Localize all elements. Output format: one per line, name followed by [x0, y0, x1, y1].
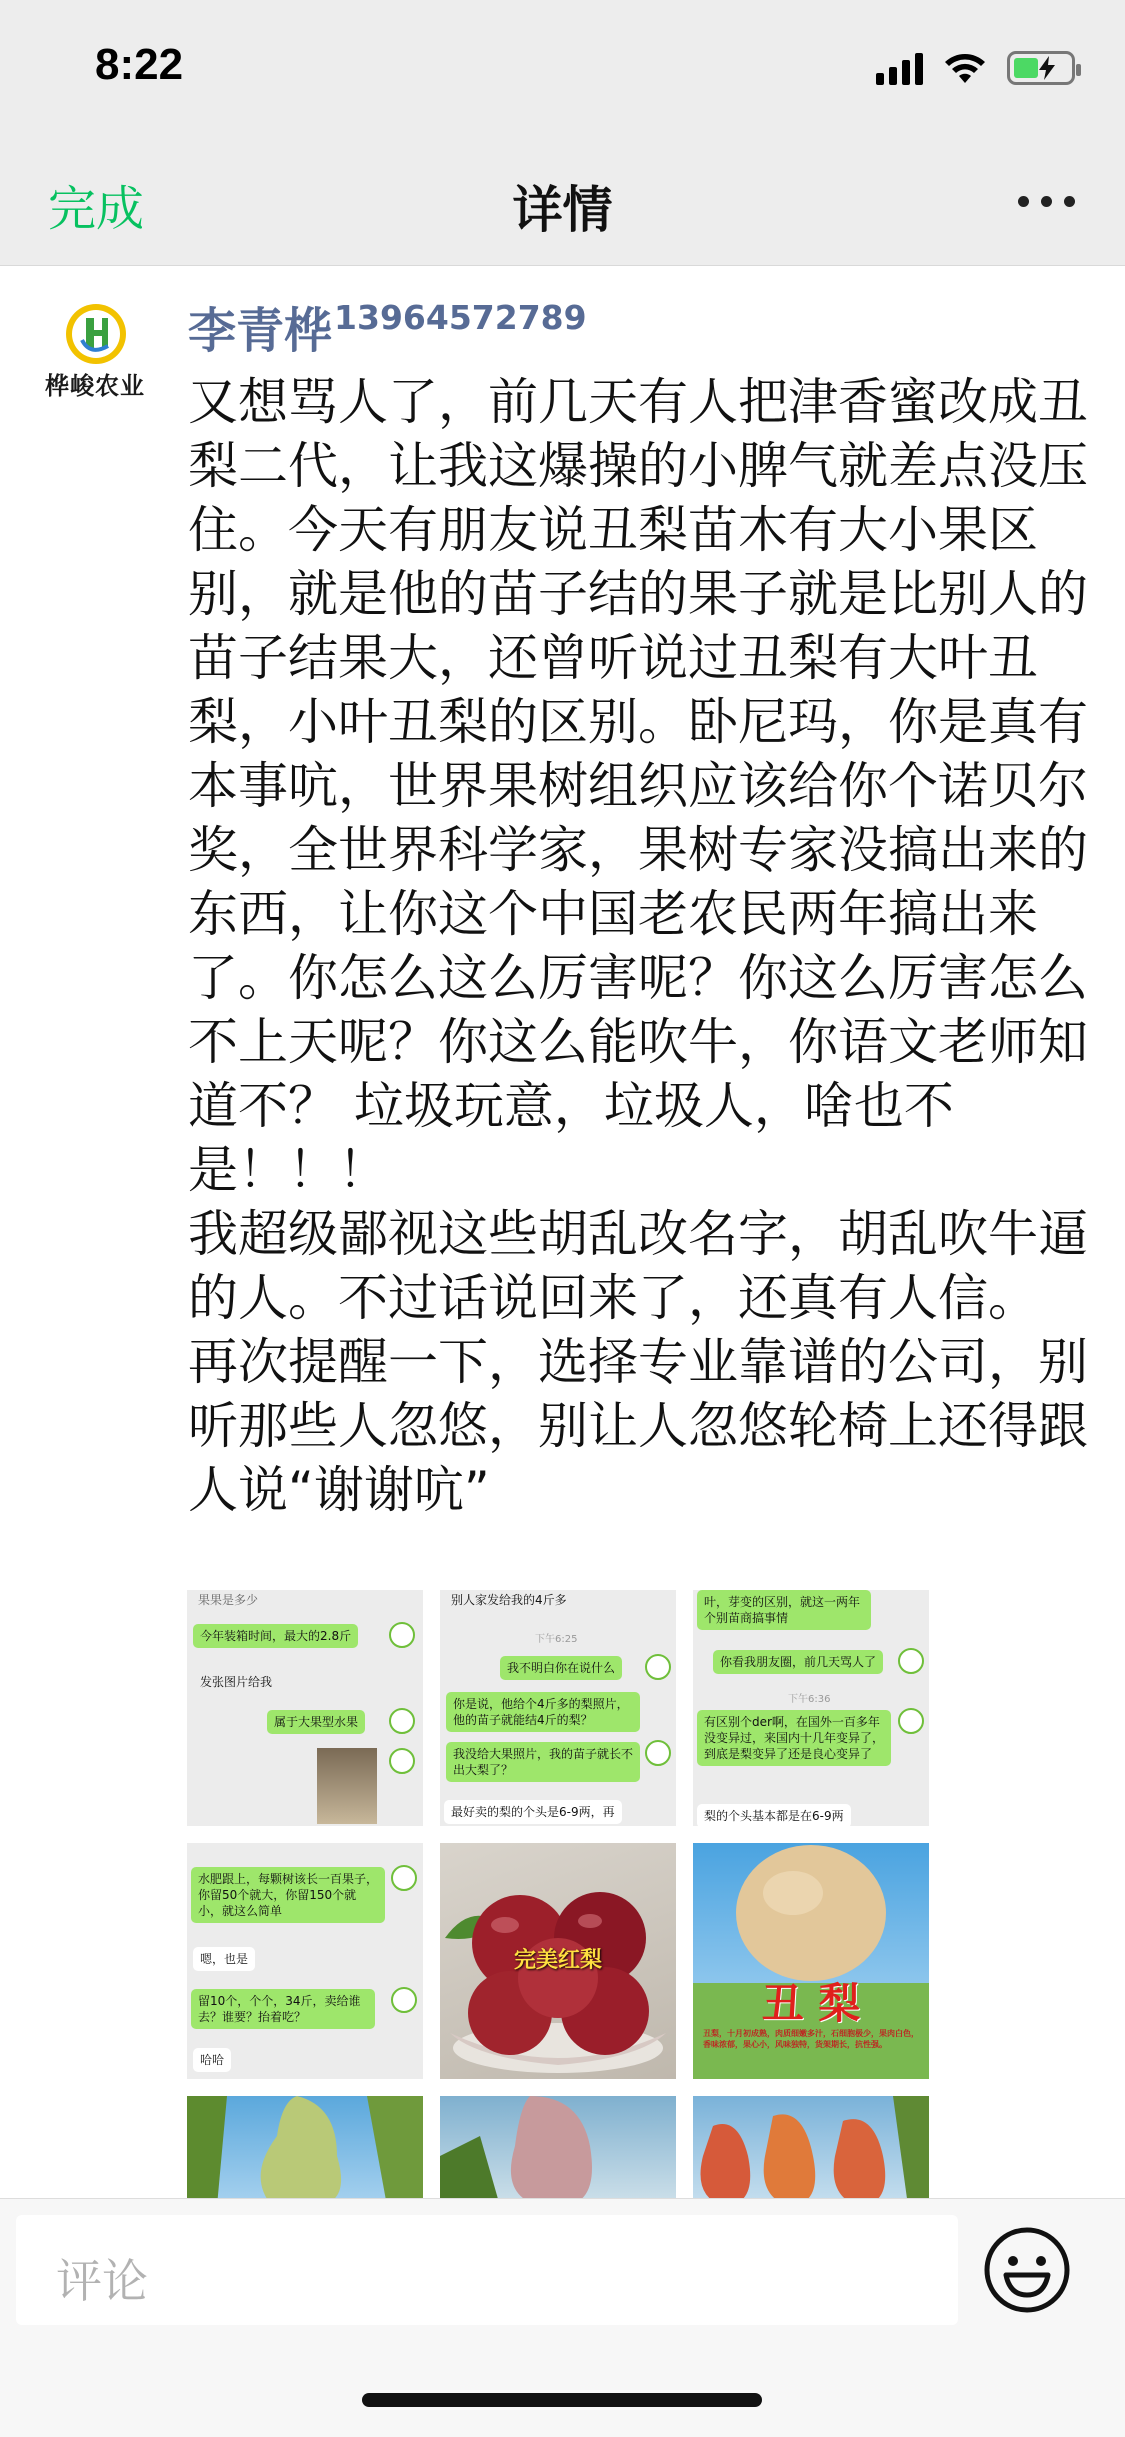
status-time: 8:22 [95, 40, 184, 89]
chat-bubble: 属于大果型水果 [267, 1710, 365, 1734]
page-title: 详情 [512, 181, 613, 239]
status-icons [876, 48, 1075, 88]
chat-avatar-icon [898, 1708, 924, 1734]
more-icon[interactable] [1018, 196, 1075, 207]
author-phone: 13964572789 [334, 298, 587, 337]
pear-photo [187, 2096, 423, 2206]
chat-avatar-icon [391, 1987, 417, 2013]
home-indicator[interactable] [362, 2393, 762, 2407]
image-title: 丑 梨 [761, 1979, 861, 2028]
chat-bubble: 我不明白你在说什么 [500, 1656, 622, 1680]
post-image[interactable] [693, 1590, 929, 1826]
image-description: 丑梨，十月初成熟，肉质细嫩多汁，石细胞极少，果肉白色，香味浓郁，果心小，风味独特，货架期长，抗性强。 [703, 2029, 919, 2049]
author-name: 李青桦 [188, 303, 333, 359]
post-image[interactable] [440, 2096, 676, 2206]
pear-photo [693, 2096, 929, 2206]
chat-avatar-icon [389, 1708, 415, 1734]
chat-bubble: 有区别个der啊，在国外一百多年没变异过，来国内十几年变异了，到底是梨变异了还是良心变异了 [697, 1710, 891, 1766]
chat-bubble: 水肥跟上，每颗树该长一百果子，你留50个就大，你留150个就小，就这么简单 [191, 1867, 385, 1923]
post-image[interactable] [187, 1843, 423, 2079]
avatar-caption: 桦峻农业 [45, 372, 145, 400]
chat-text: 最好卖的梨的个头是6-9两，再 [444, 1800, 622, 1824]
wifi-icon [943, 51, 987, 85]
post-image[interactable] [187, 1590, 423, 1826]
chat-avatar-icon [391, 1865, 417, 1891]
chat-avatar-icon [645, 1740, 671, 1766]
post-image[interactable] [693, 2096, 929, 2206]
chat-avatar-icon [389, 1748, 415, 1774]
video-thumbnail [317, 1748, 377, 1824]
post-image[interactable] [440, 1590, 676, 1826]
chat-text: 哈哈 [193, 2048, 231, 2072]
timestamp: 下午6:36 [788, 1694, 831, 1705]
chat-bubble: 留10个，个个，34斤，卖给谁去？谁要？抬着吃？ [191, 1989, 375, 2029]
chat-text: 梨的个头基本都是在6-9两 [697, 1804, 851, 1826]
post-image[interactable] [693, 1843, 929, 2079]
comment-input[interactable] [16, 2215, 958, 2325]
chat-bubble: 你看我朋友圈，前几天骂人了 [713, 1650, 883, 1674]
comment-placeholder: 评论 [56, 2254, 148, 2308]
post-image[interactable] [187, 2096, 423, 2206]
chat-bubble: 你是说，他给个4斤多的梨照片，他的苗子就能结4斤的梨？ [446, 1692, 640, 1732]
nav-bar [0, 140, 1125, 266]
chat-avatar-icon [645, 1654, 671, 1680]
status-bar [0, 0, 1125, 140]
post-text: 又想骂人了，前几天有人把津香蜜改成丑梨二代，让我这爆操的小脾气就差点没压住。今天有朋友说丑梨苗木有大小果区别，就是他的苗子结的果子就是比别人的苗子结果大，还曾听说过丑梨有大叶丑梨，小叶丑梨的区别。卧尼玛，你是真有本事吭，世界果树组织应该给你个诺贝尔奖，全世界科学家，果树专家没搞出来的东西，让你这个中国老农民两年搞出来了。你怎么这么厉害呢？你这么厉害怎么不上天呢？你这么能吹牛，你语文老师知道不？ 垃圾玩意，垃圾人，啥也不是！！！ 我超级鄙视这些胡乱改名字，胡乱吹牛逼的人。不过话说回来了，还真有人信。 再次提醒一下，选择专业靠谱的公司，别听那些人忽悠，别让人忽悠轮椅上还得跟人说“谢谢吭” [188, 373, 1088, 1519]
chat-text: 嗯，也是 [193, 1947, 255, 1971]
image-caption: 完美红梨 [513, 1948, 602, 1973]
emoji-icon[interactable] [982, 2225, 1072, 2315]
chat-text: 别人家发给我的4斤多 [451, 1593, 567, 1607]
battery-charging-icon [1007, 51, 1075, 85]
author-name-link[interactable] [188, 292, 587, 361]
chat-avatar-icon [389, 1622, 415, 1648]
chat-avatar-icon [898, 1648, 924, 1674]
chat-bubble: 叶，芽变的区别，就这一两年个别苗商搞事情 [697, 1590, 871, 1630]
timestamp: 下午6:25 [535, 1634, 578, 1645]
pear-photo [440, 2096, 676, 2206]
signal-icon [876, 51, 923, 85]
chat-text: 果果是多少 [198, 1593, 259, 1607]
post-image[interactable] [440, 1843, 676, 2079]
company-logo-icon [42, 300, 150, 370]
done-button[interactable]: 完成 [48, 181, 145, 237]
chat-bubble: 我没给大果照片，我的苗子就长不出大梨了？ [446, 1742, 640, 1782]
chat-bubble: 今年装箱时间，最大的2.8斤 [193, 1624, 358, 1648]
chat-text: 发张图片给我 [200, 1675, 273, 1689]
